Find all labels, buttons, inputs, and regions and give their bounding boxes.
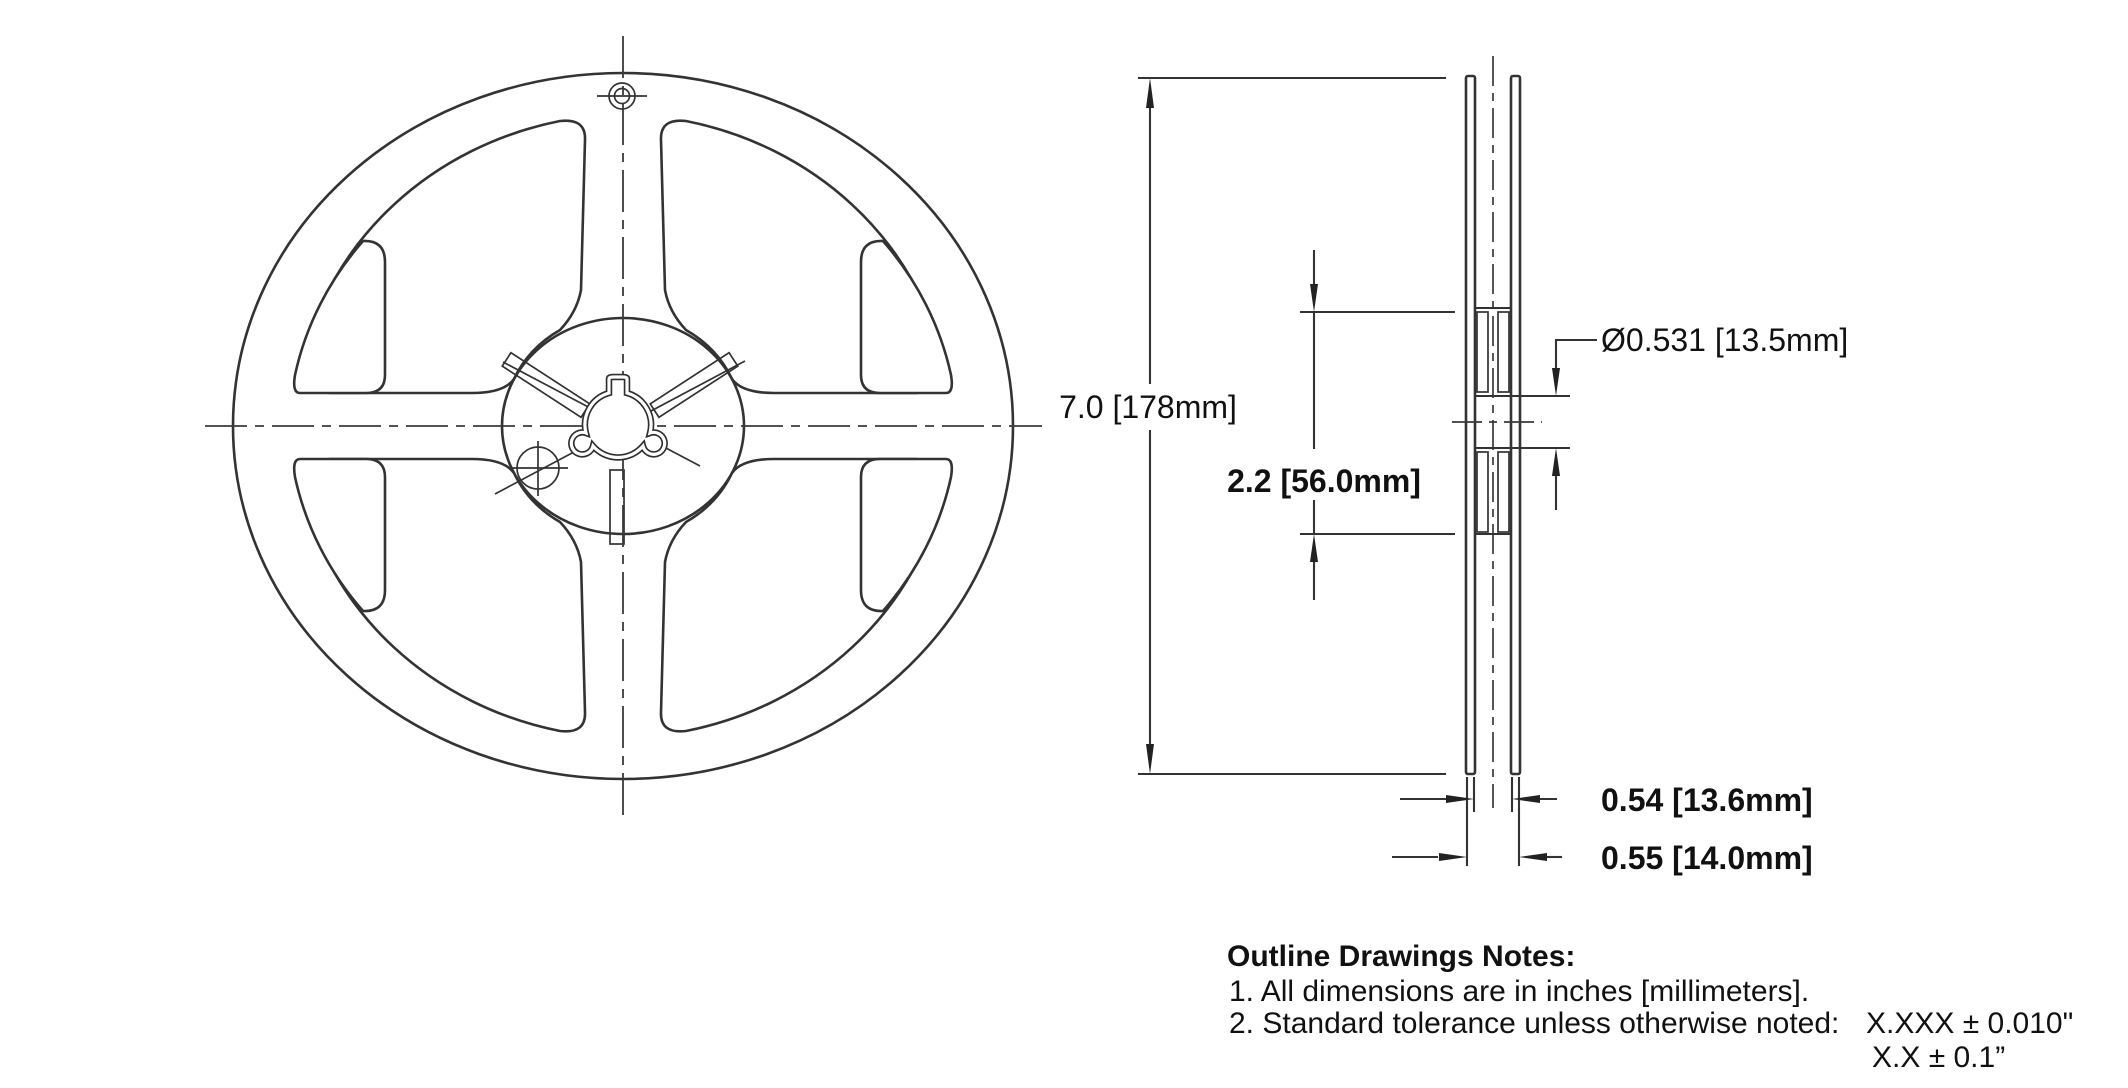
front-view xyxy=(205,36,1042,818)
dim-text-outer-width: 0.55 [14.0mm] xyxy=(1601,840,1813,876)
arrow-left-icon xyxy=(1519,853,1547,861)
notes-block xyxy=(1227,940,2073,1074)
arrow-up-icon xyxy=(1146,78,1154,108)
arrow-left-icon xyxy=(1512,795,1540,803)
arrow-down-icon xyxy=(1552,368,1560,396)
right-flange xyxy=(1511,76,1520,774)
hub-wall-lower-right xyxy=(1498,452,1509,532)
dim-text-overall-diameter: 7.0 [178mm] xyxy=(1059,389,1237,425)
arrow-up-icon xyxy=(1552,448,1560,476)
dimension-7-0 xyxy=(1059,78,1446,774)
arrow-up-icon xyxy=(1310,534,1318,562)
arrow-right-icon xyxy=(1439,853,1467,861)
dim-text-window-height: 2.2 [56.0mm] xyxy=(1227,463,1421,499)
note-line-2: 2. Standard tolerance unless otherwise noted: xyxy=(1229,1007,1840,1040)
hub-wall-upper-right xyxy=(1498,312,1509,392)
sprocket-hole xyxy=(597,83,647,109)
wedge-slot-lower-left xyxy=(294,459,385,611)
dim-text-arbor-hole: Ø0.531 [13.5mm] xyxy=(1601,322,1849,358)
side-view xyxy=(1452,56,1570,808)
arrow-right-icon xyxy=(1446,795,1474,803)
tolerance-line-1: X.XXX ± 0.010" xyxy=(1866,1007,2074,1040)
arrow-down-icon xyxy=(1146,744,1154,774)
wedge-slot-lower-right xyxy=(861,459,952,611)
dimension-arbor-hole xyxy=(1552,322,1848,510)
dim-text-inner-width: 0.54 [13.6mm] xyxy=(1601,782,1813,818)
hub-wall-lower-left xyxy=(1477,452,1488,532)
notes-heading: Outline Drawings Notes: xyxy=(1227,940,1576,973)
leader-line xyxy=(1556,340,1597,368)
note-line-1: 1. All dimensions are in inches [millimeters]. xyxy=(1229,975,1810,1008)
dimension-width-outer xyxy=(1392,840,1813,876)
wedge-slot-upper-right xyxy=(861,241,952,393)
arrow-down-icon xyxy=(1310,284,1318,312)
hub-wall-upper-left xyxy=(1477,312,1488,392)
tolerance-line-2: X.X ± 0.1” xyxy=(1872,1041,2006,1074)
dimension-2-2 xyxy=(1227,250,1455,600)
wedge-slot-upper-left xyxy=(294,241,385,393)
left-flange xyxy=(1466,76,1475,774)
